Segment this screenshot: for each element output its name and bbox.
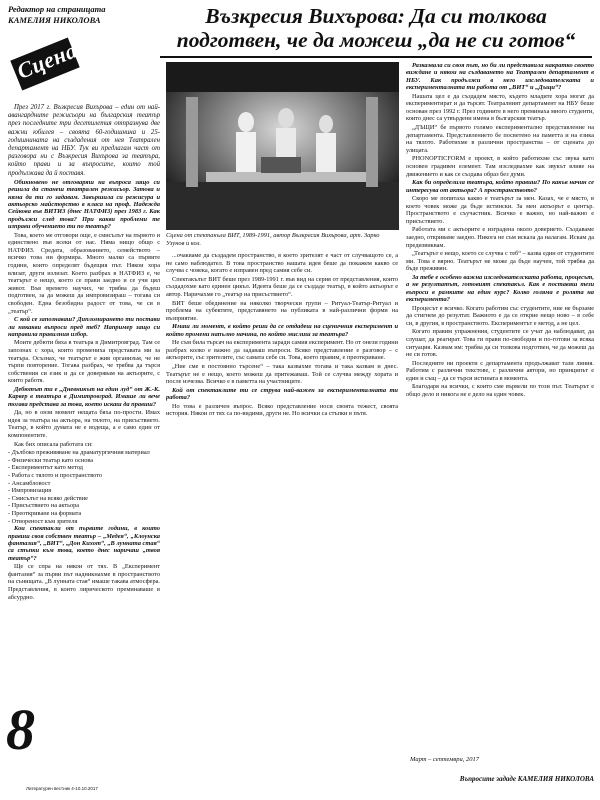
list-item: - Експериментът като метод: [8, 464, 83, 472]
answer-7c: PHONOPTICFORM е проект, в който работихме със звука като основен градивен елемент. Там изследвахме как звукът влияе на движението и как се създава образ без думи.: [406, 155, 594, 178]
answer-9c: Последните ни проекти с департамента продължават тази линия. Работим с различни текстове, с различни автори, но принципът е един и същ – да се търси истината в момента.: [406, 359, 594, 382]
question-7: Разказвала си своя път, но би ли представила накратко своето виждане и някои на създаването на Театрален департамент в НБУ. Как продължи в него изследователската и експерименталната ти работа от „ВИТ“ и „Дъщи“?: [406, 62, 594, 92]
middle-paragraph: Спектакълът ВИТ беше през 1989-1991 г. във вид на серия от представления, които създадохме като единен цикъл. Идеята беше да се създаде театър, в който актьорът е автор. Наричахме го „театър на присъствието“.: [166, 275, 398, 298]
footer-small-print: Литературен вестник 4-10.10.2017: [26, 786, 98, 791]
list-item: - Смисълът на всяко действие: [8, 494, 88, 502]
list-item: - Преоткриване на формата: [8, 509, 82, 517]
answer-8c: „Театърът е нещо, което се случва с теб“ – казва един от студентите ми. Това е вярно. Театърът не може да бъде научен, той трябва да бъде преживян.: [406, 250, 594, 273]
question-8: Как би определила театъра, който правиш? По какъв начин се интересува от актьора? А пространството?: [406, 179, 594, 194]
list-item: - Физически театър като основа: [8, 456, 94, 464]
section-logo: [6, 37, 86, 90]
answer-9d: Благодаря на всички, с които сме вървели по този път. Театърът е общо дело и никога не е дело на един човек.: [406, 383, 594, 399]
answer-5: Не съм била търсач на експеримента заради самия експеримент. Но от онези години разбрах колко е важно да задаваш въпроси. Всяко представление е разговор – с актьорите, със зрителите, със самата себе си. Това, което правим, е преоткриване.: [166, 339, 398, 362]
question-2: С кой се запознаваш? Дипломирането ти постави ли някакви въпроси пред теб? Например защо си направила правилния избор.: [8, 316, 160, 339]
page-number: 8: [6, 697, 35, 762]
list-item: - Импровизация: [8, 487, 52, 495]
list-intro: Как бих описала работата си:: [14, 440, 93, 448]
list-item: - Ансамбловост: [8, 479, 51, 487]
answer-5b: „Ние сме в постоянно търсене“ – така казвахме тогава и така казвам и днес. Театърът не е нещо, което можеш да притежаваш. Той се случва между хората и после изчезва. Всичко е в паметта на участниците.: [166, 362, 398, 386]
answer-7b: „ДЪЩИ“ бе първото голямо експериментално представление на департамента. Представлението бе посветено на паметта и на езика на тялото. Работихме в различни пространства – от сцената до улицата.: [406, 124, 594, 154]
editor-role: Редактор на страницата: [8, 4, 106, 14]
question-9: За тебе е особено важна изследователската работа, процесът, а не резултатът, готовият спектакъл. Как е поставяш тези въпроси в рамките на един курс? Колко голяма е ролята на експеримента?: [406, 273, 594, 304]
question-4: Кои спектакли от първите години, в които правиш своя собствен театър – „Медея“, „Клоунска фантазия“, „ВИТ“, „Дон Кихот“, „В лунната стая“ са стъпки към това, което днес наричаш „твоя театър“?: [8, 525, 160, 562]
answer-8b: Работата ми с актьорите е изградена около доверието. Създаваме заедно, откриваме заедно. Никога не съм искала да налагам. Искам да предизвиквам.: [406, 226, 594, 249]
answer-8: Скоро ме попитаха какво е театърът за мен. Казах, че е място, в което човек може да бъде истински. За мен актьорът е център. Пространството е съучастник. Всичко е важно, но най-важно е присъствието.: [406, 194, 594, 225]
list-item: - Присъствието на актьора: [8, 502, 80, 510]
answer-6: Но това е различен въпрос. Всяко представление носи своята тежест, своята история. Някои от тях са по-видими, други не. Но всички са стъпки в пътя.: [166, 402, 398, 418]
right-column: [406, 62, 594, 752]
question-6: Кой от спектаклите ти се струва най-важен за експерименталната ти работа?: [166, 386, 398, 402]
photo-caption: Сцена от спектакъла ВИТ, 1989-1991, автор Възкресия Вихърова, арт. Зарко Узунов и кол.: [166, 232, 380, 247]
list-item: - Работа с тялото и пространството: [8, 471, 103, 479]
intro-lead: През 2017 г. Възкресия Вихърова – един от най-авангардните режисьори на българския театър през последните три десетилетия отпразнува две важни юбилея – своята 60-годишнина и 25-годишнината на създадения от нея Театрален департамент на НБУ. Тук ви предлагам част от разговора ни с Възкресия Вихърова за театъра, който прави и за въпросите, които той продължава да й поставя.: [8, 104, 160, 177]
article-headline: Възкресия Вихърова: Да си толкова подготвен, че да можеш „да не си готов“: [176, 4, 576, 52]
headline-rule: [160, 56, 592, 58]
middle-column: [166, 252, 398, 747]
section-logo-text: Сцена: [13, 37, 81, 84]
answer-2: Моите дебюти бяха в театъра в Димитровград. Там се запознах с хора, които промениха представата ми за театъра. Осъзнах, че театърът е жив организъм, че не търпи повторение. Тогава разбрах, че трябва да търся собствения си език и да се доверявам на актьорите, с които работя.: [8, 339, 160, 385]
question-3: Дебютът ти е „Дневникът на един луд“ от Ж.-К. Карвер в театъра в Димитровград. Имаше ли вече тогава представа за това, което искаш да правиш?: [8, 385, 160, 408]
answer-4: Ще се спра на някои от тях. В „Експеримент фантазия“ за първи път надникнахме в пространството на сънищата. „В лунната стая“ имаше такава атмосфера. Представления, в които лирическото преминаваше в абсурдно.: [8, 563, 160, 601]
list-item: - Дълбоко преживяване на драматургичния материал: [8, 449, 150, 457]
interviewer-credit: Въпросите зададе КАМЕЛИЯ НИКОЛОВА: [459, 775, 594, 783]
left-column: [8, 104, 160, 694]
answer-9b: Когато правим упражнения, студентите се учат да наблюдават, да слушат, да реагират. Това ги прави по-свободни и по-готови за всяка ситуация. Казвам им: трябва да си толкова подготвен, че да можеш да не си готов.: [406, 328, 594, 359]
answer-7: Нашата цел е да създадем място, където младите хора могат да експериментират и да търсят. Театралният департамент на НБУ беше основан през 1992 г. През годините в него преминаха много студенти, които днес са утвърдени имена в българския театър.: [406, 92, 594, 123]
answer-9: Процесът е всичко. Когато работим със студентите, ние не бързаме да стигнем до резултат. Важното е да се открие нещо ново – в себе си, в другия, в пространството. Експериментът е метод, а не цел.: [406, 304, 594, 327]
page-editor-credit: [8, 4, 158, 26]
answer-3: Да, но в онзи момент нещата бяха по-прости. Имах идея за театъра на актьора, на тялото, на присъствието. Театър, в който думата не е водеща, а е само един от компонентите.: [8, 409, 160, 439]
interview-date: Март – септември, 2017: [410, 756, 480, 763]
answer-1: Това, което ме отговори още, е смисълът на първото и единствено във всеки от нас. Няма нищо общо с НАТФИЗ. Средата, образованието, семейството – всичко това ни формира. Много малко са първите години, които определят бъдещия път. Някои хора влизат, други излизат. Което разбрах в НАТФИЗ е, че театърът е нещо, което се прави заедно и се учи цял живот. Във времето научих, че трябва да бъдеш подготвен, за да можеш да импровизираш – тогава си свободен. Една безобидна радост от това, че си в „театър“.: [8, 231, 160, 315]
stage-photo-image: [166, 62, 399, 230]
question-5: Имаш ли момент, в който реши да се отдадеш на сценичния експеримент и който промени напълно начина, по който мислиш за театъра?: [166, 323, 398, 338]
middle-paragraph: ВИТ беше обединение на няколко творчески групи – Ритуал-Театър-Ритуал и проблема на субектите, представянето на публиката в най-различни форми на възприятие.: [166, 299, 398, 322]
middle-paragraph: ...очакваме да създадем пространство, в което зрителят е част от случващото се, а не само наблюдател. В това пространство нашата идея беше да покажем какво се случва с човека, когато е изправен пред самия себе си.: [166, 252, 398, 275]
editor-name: КАМЕЛИЯ НИКОЛОВА: [8, 15, 101, 25]
list-item: - Отвореност към зрителя: [8, 517, 78, 525]
stage-photo: [166, 62, 399, 230]
question-1: Обикновено не отговаряш на въпроса защо си решила да станеш театрален режисьор. Затова и няма да ти го задавам. Завършила си режисура и актьорско майсторство в класа на проф. Надежда Сейкова във ВИТИЗ (днес НАТФИЗ) през 1983 г. Как продължи след това? При какви проблеми те изправи обучението ти по театър?: [8, 178, 160, 231]
